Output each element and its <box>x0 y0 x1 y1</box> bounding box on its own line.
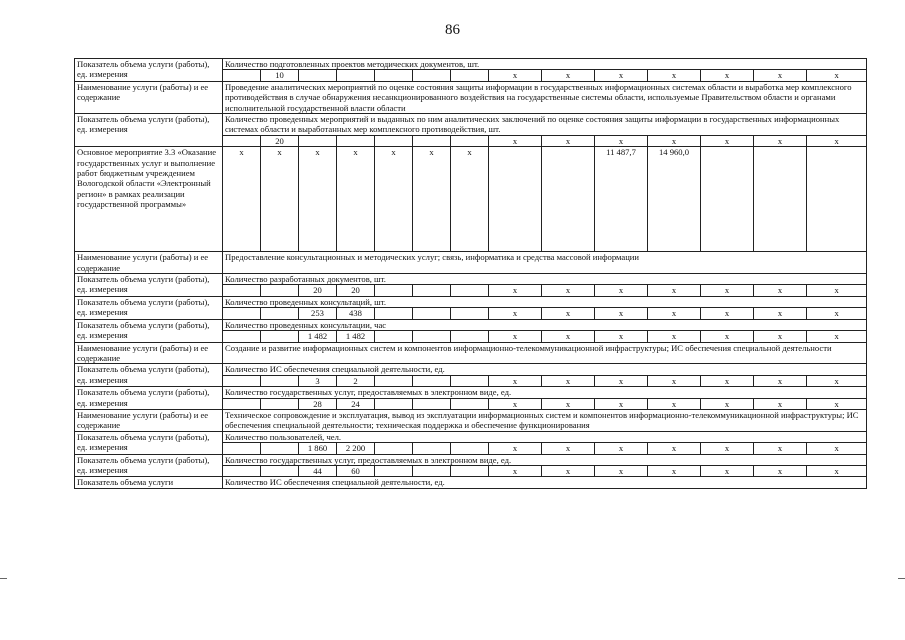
value-cell: x <box>595 331 648 342</box>
value-cell <box>375 285 413 296</box>
value-cell: x <box>807 331 867 342</box>
value-cell <box>451 465 489 476</box>
value-cell: x <box>754 308 807 319</box>
table-row-main-activity <box>75 147 867 252</box>
row-description: Количество подготовленных проектов методических документов, шт. <box>223 59 867 70</box>
value-cell <box>261 285 299 296</box>
value-cell <box>413 308 451 319</box>
value-cell: x <box>754 443 807 454</box>
row-label: Показатель объема услуги (работы), ед. измерения <box>75 114 223 147</box>
row-label: Наименование услуги (работы) и ее содержание <box>75 342 223 364</box>
value-cell <box>223 70 261 81</box>
value-cell: x <box>754 285 807 296</box>
row-label: Показатель объема услуги (работы), ед. измерения <box>75 274 223 297</box>
value-cell: x <box>542 135 595 146</box>
table-row <box>75 114 867 136</box>
row-label: Показатель объема услуги (работы), ед. измерения <box>75 431 223 454</box>
value-cell <box>451 285 489 296</box>
value-cell: x <box>261 147 299 252</box>
value-cell: x <box>754 331 807 342</box>
value-cell <box>375 375 413 386</box>
value-cell: x <box>489 443 542 454</box>
value-cell <box>223 398 261 409</box>
value-cell <box>413 443 451 454</box>
value-cell <box>261 465 299 476</box>
value-cell: x <box>595 375 648 386</box>
value-cell: x <box>701 331 754 342</box>
value-cell: x <box>648 308 701 319</box>
value-cell: x <box>542 465 595 476</box>
value-cell: x <box>701 285 754 296</box>
value-cell <box>223 308 261 319</box>
value-cell: x <box>701 398 754 409</box>
value-cell: x <box>489 135 542 146</box>
table-row <box>75 274 867 285</box>
value-cell: 2 200 <box>337 443 375 454</box>
value-cell <box>375 398 413 409</box>
value-cell: 11 487,7 <box>595 147 648 252</box>
value-cell: x <box>648 398 701 409</box>
services-table <box>74 58 867 489</box>
value-cell: x <box>375 147 413 252</box>
value-cell <box>451 135 489 146</box>
value-cell: x <box>542 308 595 319</box>
table-row <box>75 477 867 488</box>
value-cell <box>413 331 451 342</box>
value-cell <box>413 375 451 386</box>
value-cell: x <box>648 443 701 454</box>
value-cell <box>451 375 489 386</box>
value-cell <box>223 285 261 296</box>
value-cell: x <box>701 135 754 146</box>
value-cell: 60 <box>337 465 375 476</box>
value-cell: x <box>648 465 701 476</box>
value-cell: x <box>223 147 261 252</box>
table-row <box>75 296 867 307</box>
value-cell: 10 <box>261 70 299 81</box>
value-cell: x <box>595 308 648 319</box>
value-cell: 253 <box>299 308 337 319</box>
value-cell <box>375 331 413 342</box>
row-label: Показатель объема услуги (работы), ед. измерения <box>75 319 223 342</box>
page-number: 86 <box>445 22 460 38</box>
value-cell: x <box>542 70 595 81</box>
row-label: Показатель объема услуги (работы), ед. измерения <box>75 454 223 477</box>
value-cell <box>223 331 261 342</box>
row-description: Количество проведенных консультации, час <box>223 319 867 330</box>
row-label: Наименование услуги (работы) и ее содержание <box>75 409 223 431</box>
row-label: Наименование услуги (работы) и ее содержание <box>75 252 223 274</box>
value-cell <box>451 331 489 342</box>
row-label: Показатель объема услуги (работы), ед. измерения <box>75 364 223 387</box>
table-row <box>75 319 867 330</box>
row-description: Количество проведенных мероприятий и выданных по ним аналитических заключений по оценке состояния защиты информации в государственных информационных системах области и выработанных мер комплексного противодействия, шт. <box>223 114 867 136</box>
value-cell <box>337 135 375 146</box>
value-cell <box>413 465 451 476</box>
value-cell: 1 860 <box>299 443 337 454</box>
value-cell <box>375 465 413 476</box>
value-cell <box>413 398 451 409</box>
value-cell: x <box>595 443 648 454</box>
value-cell: 1 482 <box>299 331 337 342</box>
margin-mark-right <box>898 578 905 579</box>
value-cell: x <box>648 375 701 386</box>
value-cell <box>451 70 489 81</box>
row-description: Количество ИС обеспечения специальной деятельности, ед. <box>223 477 867 488</box>
value-cell: 3 <box>299 375 337 386</box>
value-cell: x <box>542 331 595 342</box>
value-cell: 20 <box>261 135 299 146</box>
value-cell <box>489 147 542 252</box>
value-cell: x <box>648 70 701 81</box>
value-cell: x <box>754 398 807 409</box>
value-cell: x <box>489 465 542 476</box>
value-cell: x <box>807 398 867 409</box>
row-label: Показатель объема услуги <box>75 477 223 488</box>
row-label: Показатель объема услуги (работы), ед. измерения <box>75 296 223 319</box>
value-cell: x <box>489 70 542 81</box>
value-cell <box>299 70 337 81</box>
row-label: Наименование услуги (работы) и ее содержание <box>75 81 223 113</box>
table-row <box>75 431 867 442</box>
row-label: Показатель объема услуги (работы), ед. измерения <box>75 387 223 410</box>
value-cell: 14 960,0 <box>648 147 701 252</box>
table-row <box>75 364 867 375</box>
value-cell: x <box>489 308 542 319</box>
value-cell: x <box>413 147 451 252</box>
value-cell <box>223 465 261 476</box>
row-description: Предоставление консультационных и методических услуг; связь, информатика и средства массовой информации <box>223 252 867 274</box>
value-cell: x <box>807 375 867 386</box>
value-cell: x <box>754 465 807 476</box>
value-cell: x <box>542 398 595 409</box>
value-cell <box>261 308 299 319</box>
value-cell: x <box>701 70 754 81</box>
value-cell: 20 <box>299 285 337 296</box>
row-description: Количество государственных услуг, предоставляемых в электронном виде, ед. <box>223 387 867 398</box>
value-cell: x <box>701 375 754 386</box>
value-cell: x <box>754 70 807 81</box>
value-cell: 20 <box>337 285 375 296</box>
value-cell: x <box>701 443 754 454</box>
row-description: Количество государственных услуг, предоставляемых в электронном виде, ед. <box>223 454 867 465</box>
table-row <box>75 59 867 70</box>
row-label: Основное мероприятие 3.3 «Оказание государственных услуг и выполнение работ бюджетным учреждением Вологодской области «Электронный регион» в рамках реализации государственной программы» <box>75 147 223 252</box>
value-cell <box>223 135 261 146</box>
value-cell: x <box>807 443 867 454</box>
value-cell: x <box>542 285 595 296</box>
value-cell <box>451 398 489 409</box>
value-cell: x <box>595 70 648 81</box>
value-cell <box>413 135 451 146</box>
value-cell <box>223 375 261 386</box>
value-cell <box>413 70 451 81</box>
table-row <box>75 342 867 364</box>
table-row <box>75 409 867 431</box>
value-cell <box>223 443 261 454</box>
value-cell: x <box>807 70 867 81</box>
value-cell <box>413 285 451 296</box>
row-description: Создание и развитие информационных систем и компонентов информационно-телекоммуникационной инфраструктуры; ИС обеспечения специальной деятельности <box>223 342 867 364</box>
row-description: Проведение аналитических мероприятий по оценке состояния защиты информации в государственных информационных системах области и выработка мер комплексного противодействия в случае обнаружения несанкционированного воздействия на государственные системы области, используемые Правительством области и органами исполнительной государственной власти области <box>223 81 867 113</box>
value-cell: x <box>489 398 542 409</box>
value-cell <box>375 443 413 454</box>
value-cell: x <box>595 398 648 409</box>
value-cell: x <box>648 285 701 296</box>
value-cell <box>451 443 489 454</box>
value-cell: 1 482 <box>337 331 375 342</box>
value-cell: x <box>595 135 648 146</box>
row-description: Количество ИС обеспечения специальной деятельности, ед. <box>223 364 867 375</box>
row-description: Техническое сопровождение и эксплуатация, вывод из эксплуатации информационных систем и компонентов информационно-телекоммуникационной инфраструктуры; ИС обеспечения специальной деятельности; техническая поддержка и обеспечение функционирования <box>223 409 867 431</box>
table-row <box>75 252 867 274</box>
value-cell: x <box>807 308 867 319</box>
value-cell: 438 <box>337 308 375 319</box>
value-cell: x <box>807 465 867 476</box>
value-cell: x <box>648 135 701 146</box>
value-cell: x <box>451 147 489 252</box>
row-description: Количество пользователей, чел. <box>223 431 867 442</box>
value-cell: x <box>595 285 648 296</box>
value-cell: x <box>754 375 807 386</box>
row-description: Количество разработанных документов, шт. <box>223 274 867 285</box>
value-cell <box>375 70 413 81</box>
value-cell: x <box>299 147 337 252</box>
value-cell: x <box>542 375 595 386</box>
value-cell <box>261 443 299 454</box>
margin-mark-left <box>0 578 7 579</box>
value-cell <box>375 308 413 319</box>
value-cell <box>701 147 754 252</box>
value-cell: x <box>754 135 807 146</box>
value-cell: 2 <box>337 375 375 386</box>
value-cell: x <box>595 465 648 476</box>
table-row <box>75 454 867 465</box>
value-cell: x <box>807 285 867 296</box>
value-cell: x <box>701 308 754 319</box>
value-cell: x <box>489 375 542 386</box>
value-cell: x <box>542 443 595 454</box>
value-cell <box>451 308 489 319</box>
value-cell: x <box>489 331 542 342</box>
value-cell <box>337 70 375 81</box>
value-cell: 28 <box>299 398 337 409</box>
row-label: Показатель объема услуги (работы), ед. измерения <box>75 59 223 82</box>
value-cell <box>754 147 807 252</box>
value-cell: x <box>807 135 867 146</box>
value-cell <box>261 331 299 342</box>
table-row <box>75 81 867 113</box>
value-cell <box>542 147 595 252</box>
value-cell <box>299 135 337 146</box>
row-description: Количество проведенных консультаций, шт. <box>223 296 867 307</box>
value-cell: x <box>489 285 542 296</box>
value-cell: x <box>337 147 375 252</box>
value-cell: 44 <box>299 465 337 476</box>
value-cell <box>261 398 299 409</box>
table-row <box>75 387 867 398</box>
value-cell: 24 <box>337 398 375 409</box>
value-cell <box>807 147 867 252</box>
value-cell: x <box>701 465 754 476</box>
value-cell <box>375 135 413 146</box>
value-cell: x <box>648 331 701 342</box>
value-cell <box>261 375 299 386</box>
